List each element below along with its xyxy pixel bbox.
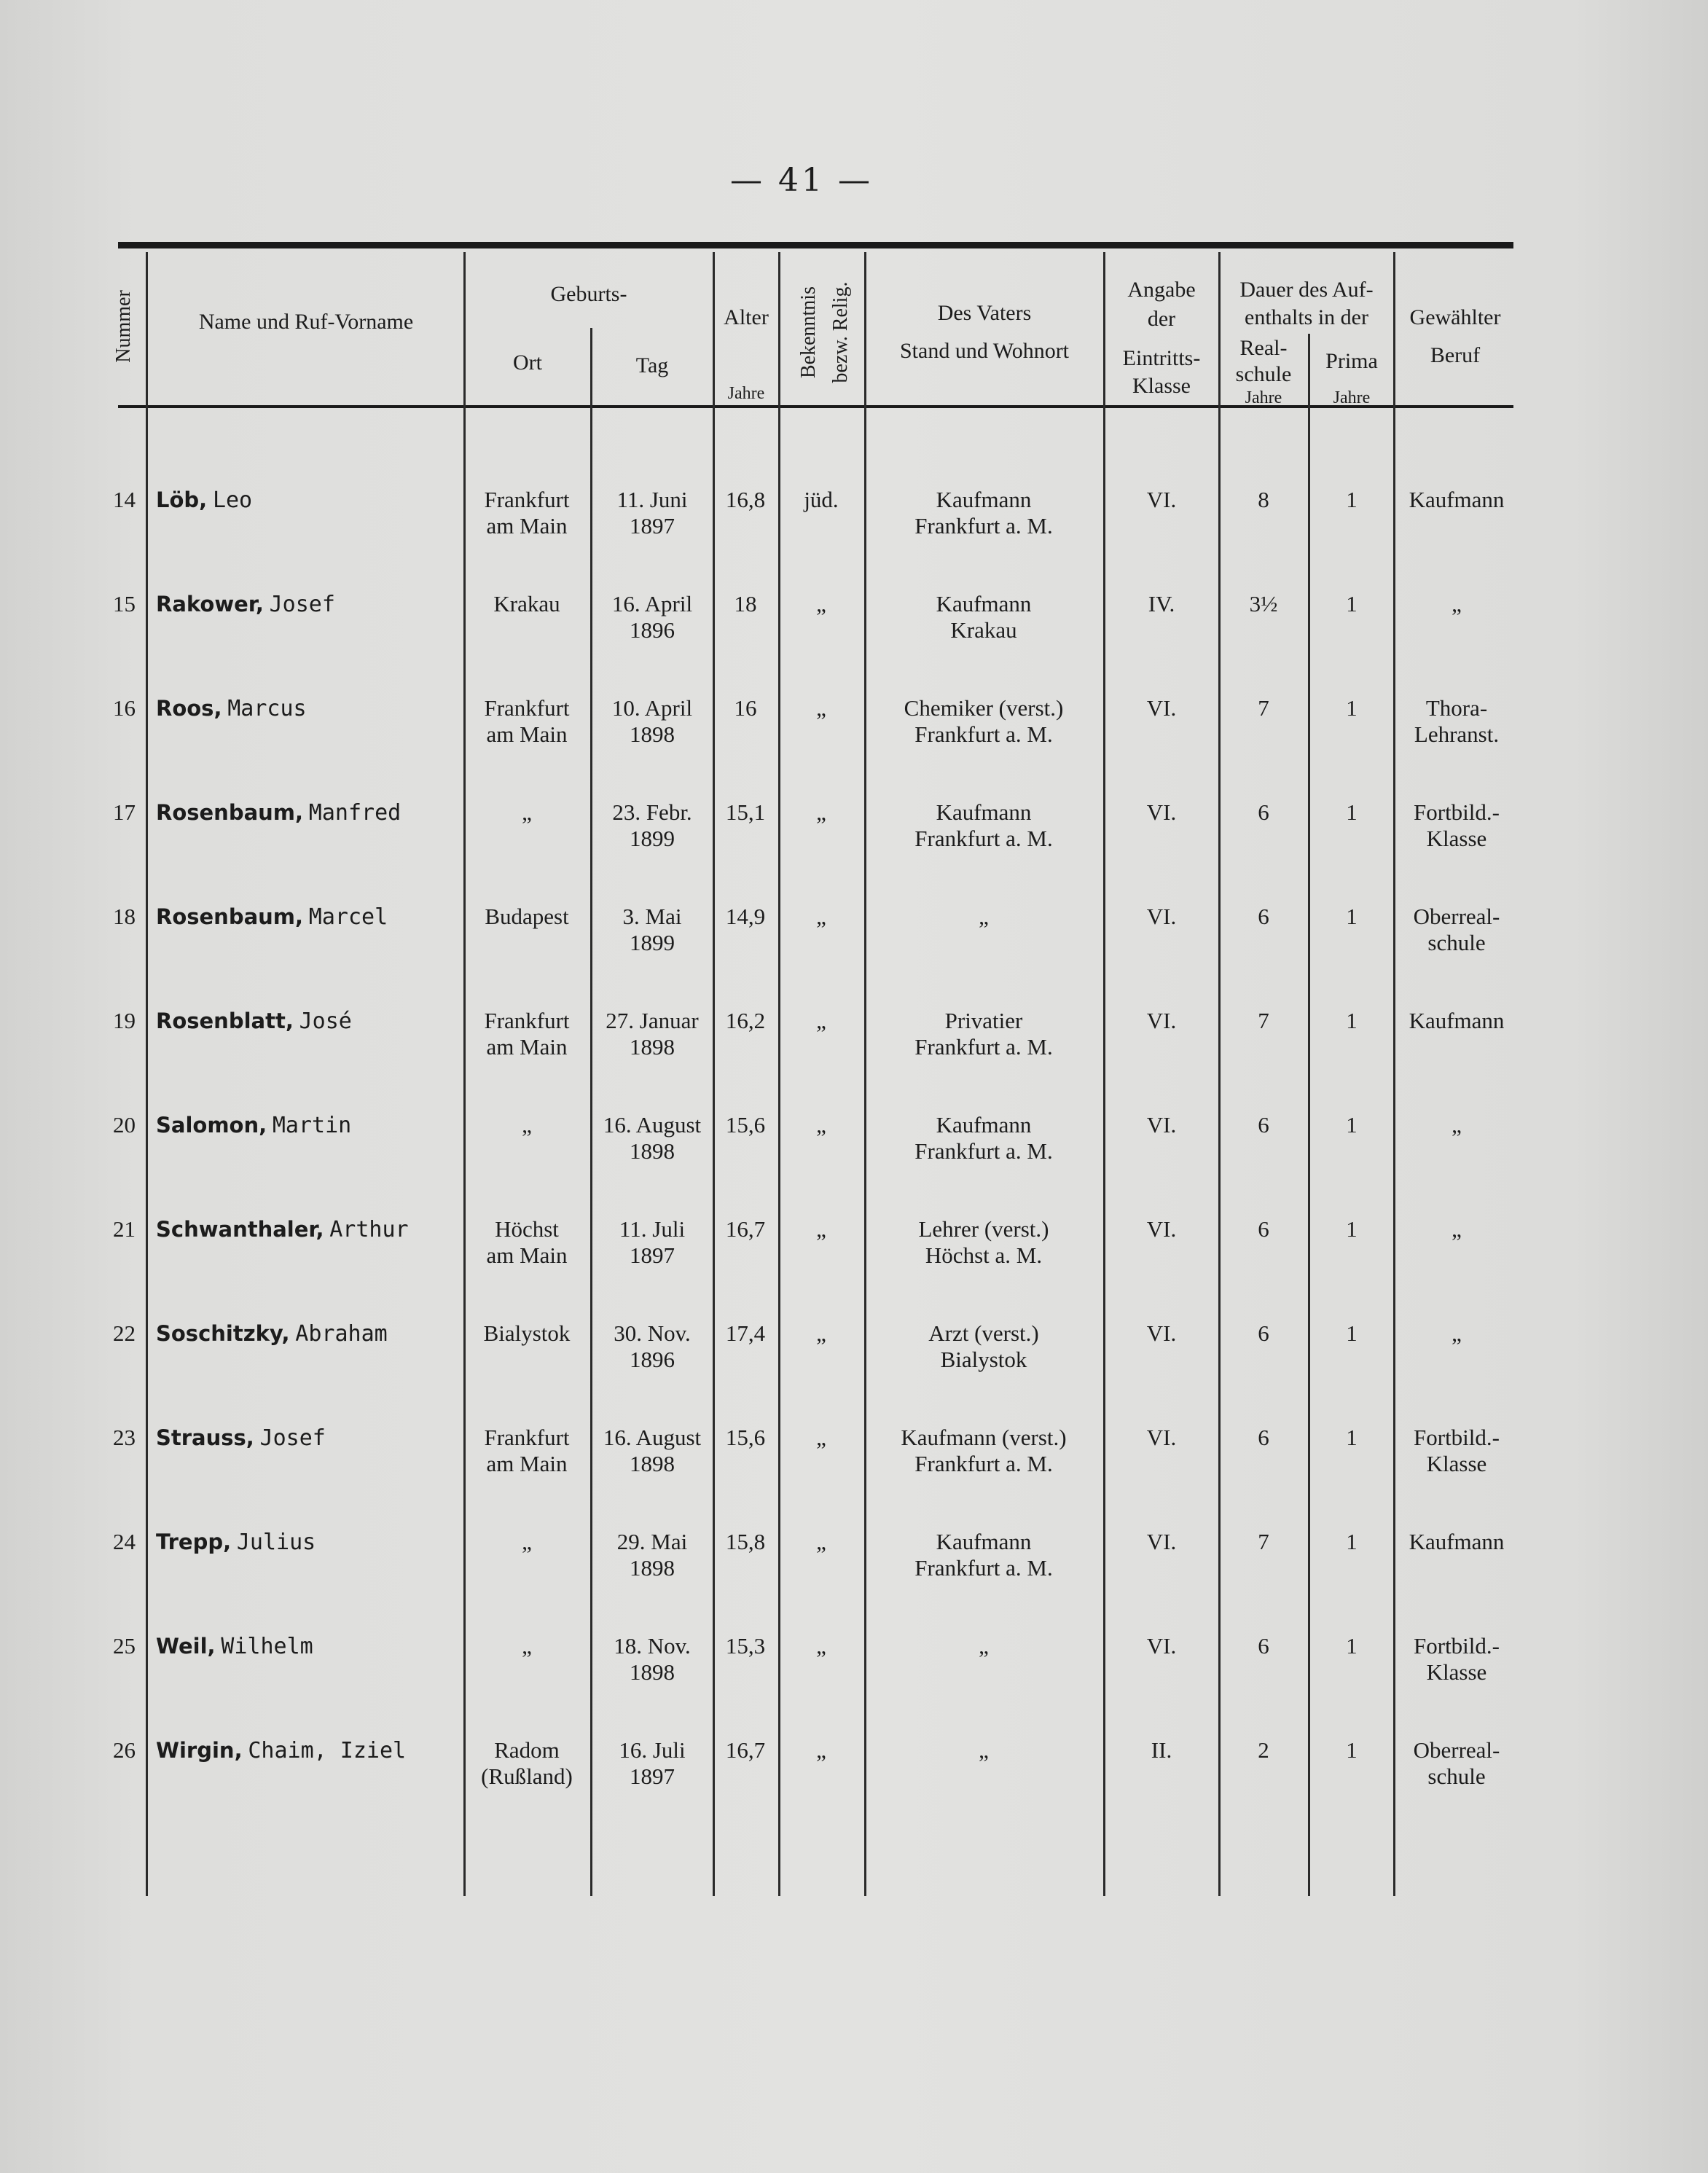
cell-klasse: IV. <box>1148 591 1175 616</box>
table-row <box>0 799 1708 901</box>
cell-beruf: Oberreal- schule <box>1413 904 1500 955</box>
cell-alter: 15,8 <box>725 1529 766 1554</box>
cell-prima: 1 <box>1346 1216 1358 1242</box>
header-realschule-jahre: Jahre <box>1245 388 1282 407</box>
header-angabe-2: der <box>1147 307 1176 331</box>
cell-klasse: VI. <box>1146 695 1177 721</box>
cell-vater: Chemiker (verst.) Frankfurt a. M. <box>904 695 1064 747</box>
header-vater: Des Vaters <box>937 301 1032 325</box>
cell-relig: jüd. <box>804 487 839 512</box>
cell-beruf: Kaufmann <box>1409 1529 1505 1554</box>
surname: Rosenbaum, <box>156 904 304 929</box>
cell-prima: 1 <box>1346 1008 1358 1033</box>
cell-vater: „ <box>979 904 989 929</box>
student-name <box>156 591 461 618</box>
student-name <box>156 1737 461 1764</box>
cell-klasse: VI. <box>1146 1008 1177 1033</box>
cell-alter: 17,4 <box>725 1320 766 1346</box>
cell-klasse: VI. <box>1146 1529 1177 1554</box>
header-ort: Ort <box>513 351 542 375</box>
surname: Wirgin, <box>156 1738 243 1763</box>
cell-prima: 1 <box>1346 1320 1358 1346</box>
header-bekenntnis-2: bezw. Relig. <box>829 281 852 383</box>
cell-real: 3½ <box>1249 591 1278 616</box>
cell-alter: 15,6 <box>725 1112 766 1138</box>
cell-nr: 25 <box>113 1633 136 1659</box>
given-name: Manfred <box>308 800 401 826</box>
surname: Rosenbaum, <box>156 800 304 825</box>
cell-relig: „ <box>816 1737 826 1763</box>
surname: Rakower, <box>156 592 264 616</box>
cell-alter: 16 <box>734 695 757 721</box>
cell-prima: 1 <box>1346 1529 1358 1554</box>
cell-nr: 18 <box>113 904 136 929</box>
header-beruf: Gewählter <box>1409 305 1501 329</box>
cell-ort: Budapest <box>485 904 569 929</box>
header-dauer-2: enthalts in der <box>1245 305 1368 329</box>
surname: Soschitzky, <box>156 1321 290 1346</box>
cell-klasse: VI. <box>1146 1320 1177 1346</box>
student-name <box>156 799 461 826</box>
cell-prima: 1 <box>1346 695 1358 721</box>
cell-klasse: VI. <box>1146 904 1177 929</box>
surname: Schwanthaler, <box>156 1217 324 1242</box>
cell-ort: Frankfurt am Main <box>484 1425 570 1476</box>
given-name: Abraham <box>295 1321 388 1347</box>
student-name <box>156 904 461 931</box>
given-name: Josef <box>269 592 335 617</box>
cell-prima: 1 <box>1346 799 1358 825</box>
header-prima-jahre: Jahre <box>1333 388 1371 407</box>
cell-vater: Kaufmann Frankfurt a. M. <box>914 799 1053 851</box>
cell-alter: 14,9 <box>725 904 766 929</box>
page-number: — 41 — <box>730 162 873 199</box>
surname: Salomon, <box>156 1113 267 1138</box>
header-tag: Tag <box>635 353 669 377</box>
header-prima: Prima <box>1325 349 1378 373</box>
header-beruf-2: Beruf <box>1430 343 1481 367</box>
table-row <box>0 1216 1708 1318</box>
cell-prima: 1 <box>1346 487 1358 512</box>
table-row <box>0 487 1708 589</box>
cell-ort: „ <box>522 1112 532 1138</box>
cell-prima: 1 <box>1346 1633 1358 1659</box>
surname: Strauss, <box>156 1425 254 1450</box>
cell-ort: Frankfurt am Main <box>484 695 570 747</box>
surname: Weil, <box>156 1634 216 1659</box>
student-name <box>156 1529 461 1556</box>
header-angabe-3: Eintritts- <box>1122 346 1201 370</box>
cell-vater: Kaufmann Krakau <box>936 591 1032 643</box>
cell-klasse: VI. <box>1146 1425 1177 1450</box>
surname: Löb, <box>156 488 208 512</box>
header-angabe: Angabe <box>1127 278 1196 302</box>
cell-real: 6 <box>1258 1320 1269 1346</box>
cell-ort: Krakau <box>493 591 560 616</box>
header-geburts: Geburts- <box>550 282 627 306</box>
cell-nr: 17 <box>113 799 136 825</box>
cell-real: 6 <box>1258 1112 1269 1138</box>
cell-nr: 22 <box>113 1320 136 1346</box>
cell-klasse: VI. <box>1146 1216 1177 1242</box>
table-row <box>0 1737 1708 1839</box>
cell-real: 6 <box>1258 904 1269 929</box>
header-vater-2: Stand und Wohnort <box>899 339 1070 363</box>
header-name: Name und Ruf-Vorname <box>198 310 414 334</box>
cell-relig: „ <box>816 904 826 929</box>
cell-tag: 16. Juli 1897 <box>619 1737 686 1789</box>
table-row <box>0 591 1708 693</box>
cell-vater: Kaufmann (verst.) Frankfurt a. M. <box>901 1425 1067 1476</box>
cell-beruf: „ <box>1452 1216 1462 1242</box>
cell-alter: 16,2 <box>725 1008 766 1033</box>
table-row <box>0 695 1708 797</box>
cell-ort: Frankfurt am Main <box>484 487 570 539</box>
header-alter-jahre: Jahre <box>727 384 765 403</box>
cell-beruf: Fortbild.- Klasse <box>1414 1633 1500 1685</box>
cell-beruf: „ <box>1452 1112 1462 1138</box>
table-row <box>0 1320 1708 1422</box>
cell-relig: „ <box>816 1112 826 1138</box>
cell-vater: Arzt (verst.) Bialystok <box>928 1320 1039 1372</box>
surname: Rosenblatt, <box>156 1009 294 1033</box>
given-name: Marcel <box>308 904 388 930</box>
cell-beruf: Kaufmann <box>1409 1008 1505 1033</box>
table-row <box>0 1112 1708 1214</box>
student-name <box>156 1425 461 1452</box>
given-name: Josef <box>259 1425 326 1451</box>
cell-alter: 18 <box>734 591 757 616</box>
cell-nr: 26 <box>113 1737 136 1763</box>
given-name: Martin <box>272 1113 352 1138</box>
cell-vater: Kaufmann Frankfurt a. M. <box>914 1112 1053 1164</box>
given-name: Marcus <box>227 696 307 721</box>
table-row <box>0 904 1708 1006</box>
header-angabe-4: Klasse <box>1132 374 1191 398</box>
cell-nr: 19 <box>113 1008 136 1033</box>
cell-nr: 20 <box>113 1112 136 1138</box>
cell-real: 8 <box>1258 487 1269 512</box>
cell-ort: „ <box>522 1529 532 1554</box>
cell-klasse: VI. <box>1146 1112 1177 1138</box>
cell-real: 6 <box>1258 1633 1269 1659</box>
student-name <box>156 1112 461 1139</box>
cell-nr: 15 <box>113 591 136 616</box>
cell-tag: 16. August 1898 <box>603 1112 702 1164</box>
header-dauer: Dauer des Auf- <box>1239 278 1374 302</box>
cell-prima: 1 <box>1346 1737 1358 1763</box>
cell-alter: 16,7 <box>725 1216 766 1242</box>
cell-nr: 14 <box>113 487 136 512</box>
cell-klasse: II. <box>1151 1737 1172 1763</box>
cell-tag: 10. April 1898 <box>611 695 693 747</box>
cell-vater: Kaufmann Frankfurt a. M. <box>914 487 1053 539</box>
cell-prima: 1 <box>1346 904 1358 929</box>
cell-klasse: VI. <box>1146 487 1177 512</box>
cell-ort: Bialystok <box>483 1320 571 1346</box>
top-rule <box>118 242 1513 248</box>
cell-real: 7 <box>1258 1529 1269 1554</box>
cell-vater: „ <box>979 1737 989 1763</box>
cell-prima: 1 <box>1346 1112 1358 1138</box>
cell-prima: 1 <box>1346 591 1358 616</box>
cell-klasse: VI. <box>1146 799 1177 825</box>
cell-real: 6 <box>1258 799 1269 825</box>
header-nummer: Nummer <box>112 290 135 363</box>
cell-nr: 16 <box>113 695 136 721</box>
table-row <box>0 1633 1708 1735</box>
cell-real: 6 <box>1258 1216 1269 1242</box>
cell-tag: 16. August 1898 <box>603 1425 702 1476</box>
cell-real: 2 <box>1258 1737 1269 1763</box>
cell-tag: 27. Januar 1898 <box>606 1008 699 1060</box>
cell-beruf: Fortbild.- Klasse <box>1414 1425 1500 1476</box>
cell-vater: Kaufmann Frankfurt a. M. <box>914 1529 1053 1581</box>
cell-nr: 23 <box>113 1425 136 1450</box>
cell-real: 7 <box>1258 1008 1269 1033</box>
student-name <box>156 1216 461 1243</box>
table-row <box>0 1425 1708 1527</box>
student-name <box>156 1633 461 1660</box>
cell-alter: 15,6 <box>725 1425 766 1450</box>
student-name <box>156 1320 461 1347</box>
cell-beruf: Kaufmann <box>1409 487 1505 512</box>
cell-tag: 23. Febr. 1899 <box>612 799 692 851</box>
given-name: Leo <box>212 488 253 513</box>
header-alter: Alter <box>724 305 769 329</box>
cell-beruf: „ <box>1452 591 1462 616</box>
cell-nr: 21 <box>113 1216 136 1242</box>
surname: Trepp, <box>156 1530 232 1554</box>
cell-vater: Privatier Frankfurt a. M. <box>914 1008 1053 1060</box>
cell-beruf: Thora- Lehranst. <box>1414 695 1500 747</box>
cell-tag: 30. Nov. 1896 <box>614 1320 691 1372</box>
given-name: Wilhelm <box>221 1634 313 1659</box>
cell-alter: 16,7 <box>725 1737 766 1763</box>
surname: Roos, <box>156 696 222 721</box>
student-name <box>156 695 461 722</box>
cell-tag: 18. Nov. 1898 <box>614 1633 691 1685</box>
header-bekenntnis: Bekenntnis <box>797 286 820 378</box>
cell-ort: Frankfurt am Main <box>484 1008 570 1060</box>
cell-relig: „ <box>816 1633 826 1659</box>
given-name: Julius <box>236 1530 316 1555</box>
cell-tag: 16. April 1896 <box>611 591 693 643</box>
cell-tag: 29. Mai 1898 <box>616 1529 688 1581</box>
cell-relig: „ <box>816 1008 826 1033</box>
cell-vater: Lehrer (verst.) Höchst a. M. <box>918 1216 1049 1268</box>
cell-relig: „ <box>816 1320 826 1346</box>
header-realschule: Real- schule <box>1235 336 1292 386</box>
cell-beruf: „ <box>1452 1320 1462 1346</box>
cell-tag: 11. Juni 1897 <box>616 487 688 539</box>
cell-ort: „ <box>522 1633 532 1659</box>
given-name: José <box>299 1009 352 1034</box>
table-row <box>0 1529 1708 1631</box>
cell-relig: „ <box>816 1529 826 1554</box>
cell-klasse: VI. <box>1146 1633 1177 1659</box>
cell-real: 6 <box>1258 1425 1269 1450</box>
student-name <box>156 1008 461 1035</box>
cell-ort: Höchst am Main <box>486 1216 568 1268</box>
cell-tag: 3. Mai 1899 <box>622 904 682 955</box>
cell-relig: „ <box>816 1216 826 1242</box>
table-row <box>0 1008 1708 1110</box>
cell-relig: „ <box>816 591 826 616</box>
given-name: Chaim, Iziel <box>248 1738 407 1763</box>
cell-vater: „ <box>979 1633 989 1659</box>
cell-nr: 24 <box>113 1529 136 1554</box>
cell-beruf: Oberreal- schule <box>1413 1737 1500 1789</box>
cell-relig: „ <box>816 695 826 721</box>
cell-alter: 15,1 <box>725 799 766 825</box>
cell-relig: „ <box>816 799 826 825</box>
cell-prima: 1 <box>1346 1425 1358 1450</box>
cell-ort: „ <box>522 799 532 825</box>
cell-real: 7 <box>1258 695 1269 721</box>
cell-tag: 11. Juli 1897 <box>619 1216 686 1268</box>
cell-alter: 15,3 <box>725 1633 766 1659</box>
cell-ort: Radom (Rußland) <box>481 1737 573 1789</box>
given-name: Arthur <box>329 1217 409 1242</box>
cell-relig: „ <box>816 1425 826 1450</box>
cell-beruf: Fortbild.- Klasse <box>1414 799 1500 851</box>
cell-alter: 16,8 <box>725 487 766 512</box>
student-name <box>156 487 461 514</box>
